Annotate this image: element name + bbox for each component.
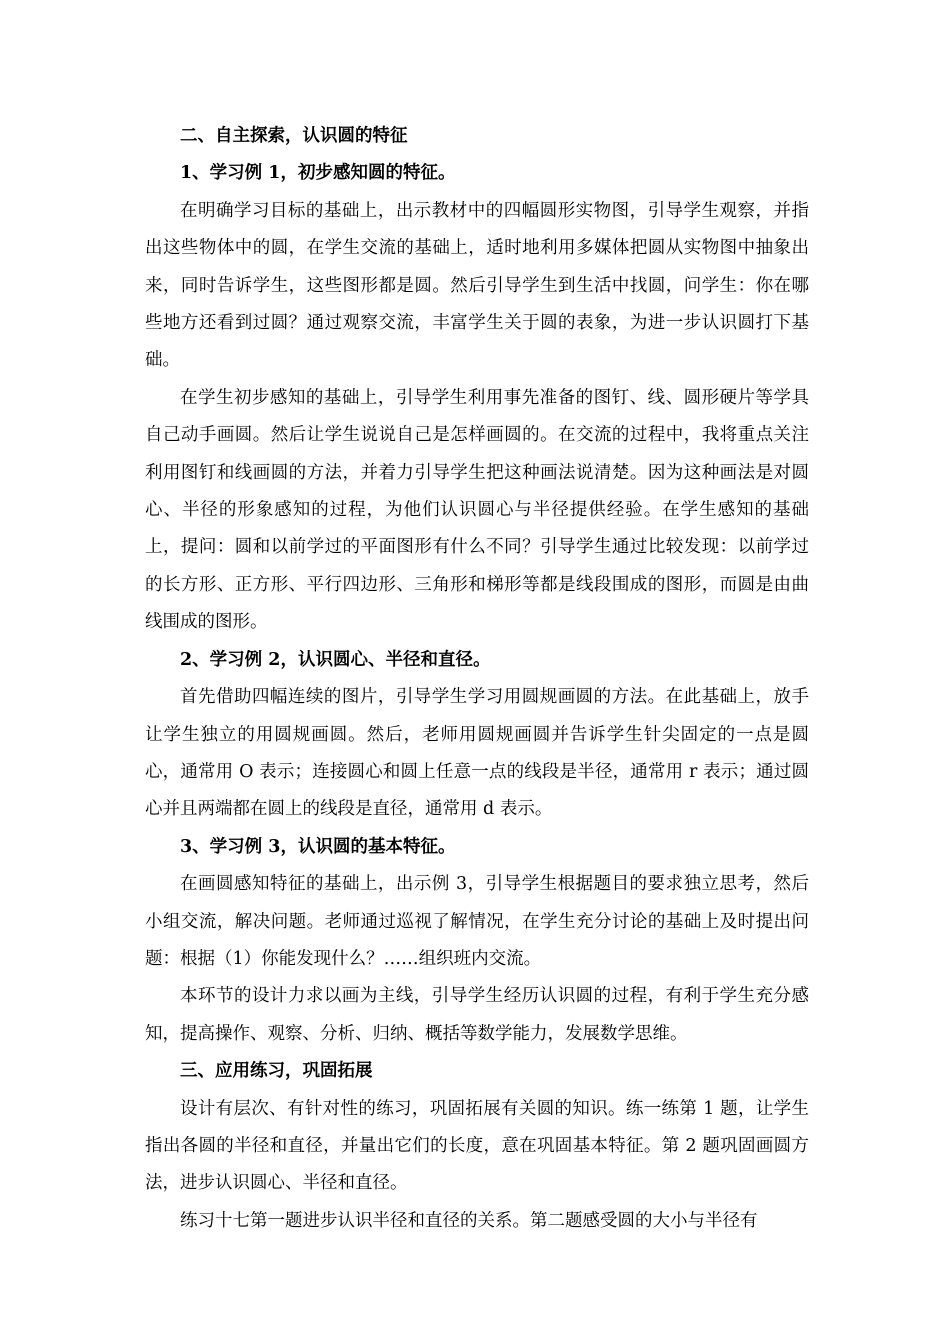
section-heading-explore: 二、自主探索，认识圆的特征 [180, 126, 408, 146]
document-body [145, 118, 809, 1240]
paragraph-practice-1: 设计有层次、有针对性的练习，巩固拓展有关圆的知识。练一练第 1 题，让学生指出各圆的半径和直径，并量出它们的长度，意在巩固基本特征。第 2 题巩固画圆方法，进步认识圆心、半径和直径。 [145, 1098, 809, 1194]
paragraph-design-summary: 本环节的设计力求以画为主线，引导学生经历认识圆的过程，有利于学生充分感知，提高操作、观察、分析、归纳、概括等数学能力，发展数学思维。 [145, 986, 809, 1044]
paragraph-example-3: 在画圆感知特征的基础上，出示例 3，引导学生根据题目的要求独立思考，然后小组交流，解决问题。老师通过巡视了解情况，在学生充分讨论的基础上及时提出问题：根据（1）你能发现什么？……组织班内交流。 [145, 874, 809, 969]
section-heading-practice: 三、应用练习，巩固拓展 [180, 1061, 373, 1082]
subheading-example-2: 2、学习例 2，认识圆心、半径和直径。 [180, 649, 491, 670]
paragraph-example-2: 首先借助四幅连续的图片，引导学生学习用圆规画圆的方法。在此基础上，放手让学生独立的用圆规画圆。然后，老师用圆规画圆并告诉学生针尖固定的一点是圆心，通常用 O 表示；连接圆心和圆上任意一点的线段是半径，通常用 r 表示；通过圆心并且两端都在圆上的线段是直径，通常用 d 表示。 [145, 687, 809, 820]
paragraph-example-1-drawing: 在学生初步感知的基础上，引导学生利用事先准备的图钉、线、圆形硬片等学具自己动手画圆。然后让学生说说自己是怎样画圆的。在交流的过程中，我将重点关注利用图钉和线画圆的方法，并着力引导学生把这种画法说清楚。因为这种画法是对圆心、半径的形象感知的过程，为他们认识圆心与半径提供经验。在学生感知的基础上，提问：圆和以前学过的平面图形有什么不同？引导学生通过比较发现：以前学过的长方形、正方形、平行四边形、三角形和梯形等都是线段围成的图形，而圆是由曲线围成的图形。 [145, 387, 809, 633]
subheading-example-1: 1、学习例 1，初步感知圆的特征。 [180, 163, 456, 184]
paragraph-practice-17: 练习十七第一题进步认识半径和直径的关系。第二题感受圆的大小与半径有 [180, 1210, 758, 1231]
paragraph-example-1-intro: 在明确学习目标的基础上，出示教材中的四幅圆形实物图，引导学生观察，并指出这些物体中的圆，在学生交流的基础上，适时地利用多媒体把圆从实物图中抽象出来，同时告诉学生，这些图形都是圆。然后引导学生到生活中找圆，问学生：你在哪些地方还看到过圆？通过观察交流，丰富学生关于圆的表象，为进一步认识圆打下基础。 [145, 200, 809, 371]
subheading-example-3: 3、学习例 3，认识圆的基本特征。 [180, 836, 456, 857]
